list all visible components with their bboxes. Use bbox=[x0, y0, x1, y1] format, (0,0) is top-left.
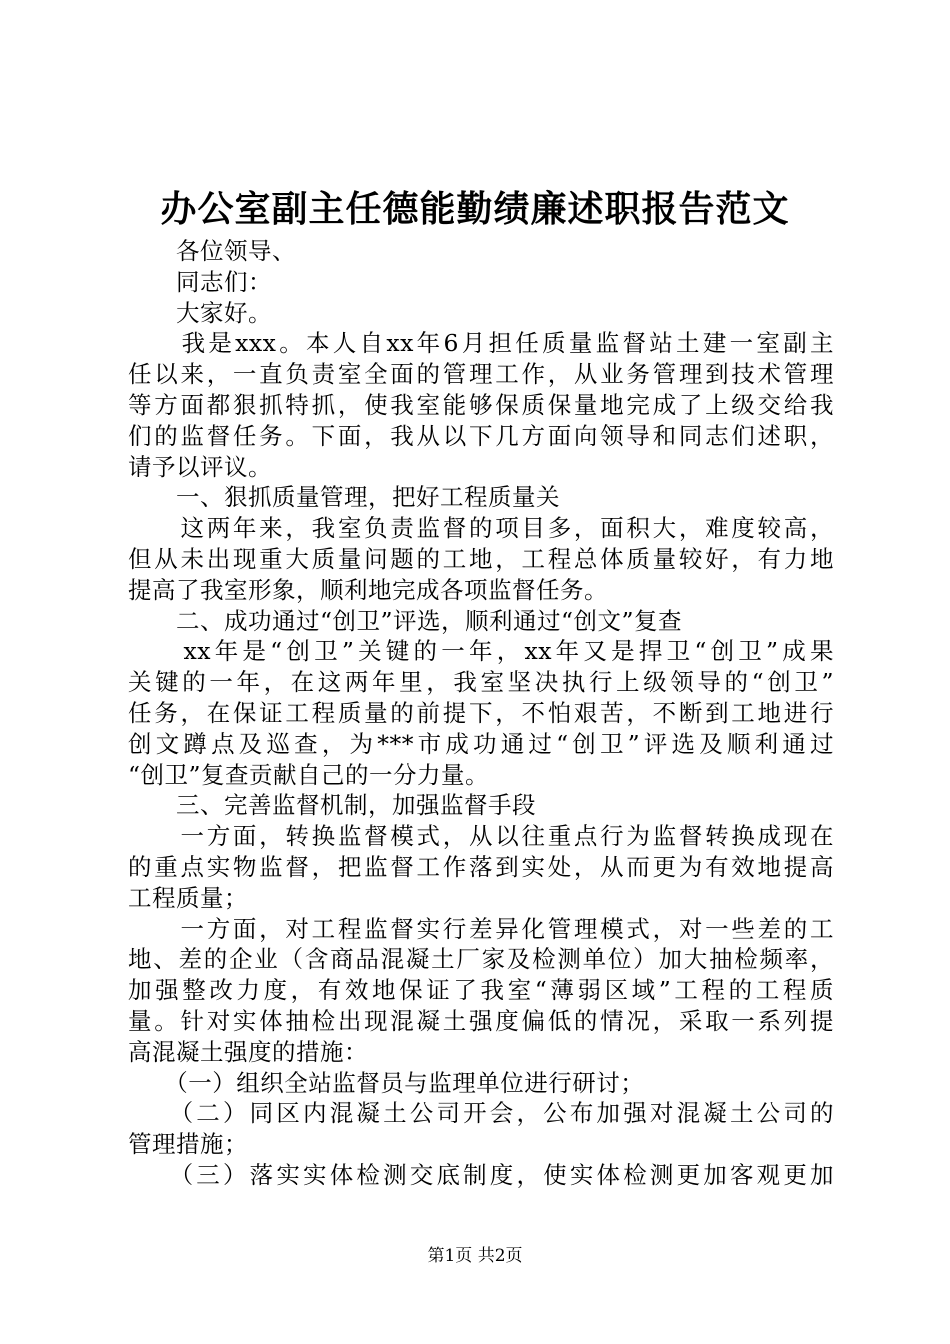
paragraph-line: 关键的一年，在这两年里，我室坚决执行上级领导的“创卫” bbox=[128, 668, 834, 697]
paragraph-line: xx年是“创卫”关键的一年，xx年又是捍卫“创卫”成果 bbox=[128, 637, 834, 666]
page-footer: 第1页 共2页 bbox=[427, 1246, 523, 1266]
paragraph-line: 这两年来，我室负责监督的项目多，面积大，难度较高， bbox=[128, 514, 834, 543]
section-heading: 一、狠抓质量管理，把好工程质量关 bbox=[128, 483, 560, 512]
document-title: 办公室副主任德能勤绩廉述职报告范文 bbox=[160, 188, 790, 230]
document-body bbox=[128, 236, 834, 1191]
section-heading: 二、成功通过“创卫”评选，顺利通过“创文”复查 bbox=[128, 606, 683, 635]
paragraph-line: 高混凝土强度的措施： bbox=[128, 1037, 368, 1066]
list-item: （二）同区内混凝土公司开会，公布加强对混凝土公司的 bbox=[128, 1099, 834, 1128]
paragraph-line: 任以来，一直负责室全面的管理工作，从业务管理到技术管理 bbox=[128, 360, 834, 389]
paragraph-line: “创卫”复查贡献自己的一分力量。 bbox=[128, 760, 490, 789]
salutation-line: 同志们： bbox=[128, 267, 272, 296]
paragraph-line: 的重点实物监督，把监督工作落到实处，从而更为有效地提高 bbox=[128, 852, 834, 881]
paragraph-line: 工程质量； bbox=[128, 883, 248, 912]
greeting-line: 大家好。 bbox=[128, 298, 272, 327]
paragraph-line: 但从未出现重大质量问题的工地，工程总体质量较好，有力地 bbox=[128, 544, 834, 573]
paragraph-line: 创文蹲点及巡查，为***市成功通过“创卫”评选及顺利通过 bbox=[128, 729, 834, 758]
paragraph-line: 任务，在保证工程质量的前提下，不怕艰苦，不断到工地进行 bbox=[128, 698, 834, 727]
paragraph-line: 地、差的企业（含商品混凝土厂家及检测单位）加大抽检频率， bbox=[128, 945, 834, 974]
salutation-line: 各位领导、 bbox=[128, 237, 296, 265]
paragraph-line: 提高了我室形象，顺利地完成各项监督任务。 bbox=[128, 575, 608, 604]
paragraph-line: 们的监督任务。下面，我从以下几方面向领导和同志们述职， bbox=[128, 421, 834, 450]
list-item: （三）落实实体检测交底制度，使实体检测更加客观更加 bbox=[128, 1160, 834, 1189]
list-item: 管理措施； bbox=[128, 1130, 248, 1159]
paragraph-line: 一方面，转换监督模式，从以往重点行为监督转换成现在 bbox=[128, 822, 834, 851]
paragraph-line: 等方面都狠抓特抓，使我室能够保质保量地完成了上级交给我 bbox=[128, 390, 834, 419]
list-item: （一）组织全站监督员与监理单位进行研讨； bbox=[128, 1068, 645, 1097]
paragraph-line: 一方面，对工程监督实行差异化管理模式，对一些差的工 bbox=[128, 914, 834, 943]
section-heading: 三、完善监督机制，加强监督手段 bbox=[128, 791, 536, 820]
paragraph-line: 量。针对实体抽检出现混凝土强度偏低的情况，采取一系列提 bbox=[128, 1006, 834, 1035]
paragraph-line: 请予以评议。 bbox=[128, 452, 272, 481]
paragraph-line: 我是xxx。本人自xx年6月担任质量监督站土建一室副主 bbox=[128, 329, 834, 358]
paragraph-line: 加强整改力度，有效地保证了我室“薄弱区域”工程的工程质 bbox=[128, 976, 834, 1005]
